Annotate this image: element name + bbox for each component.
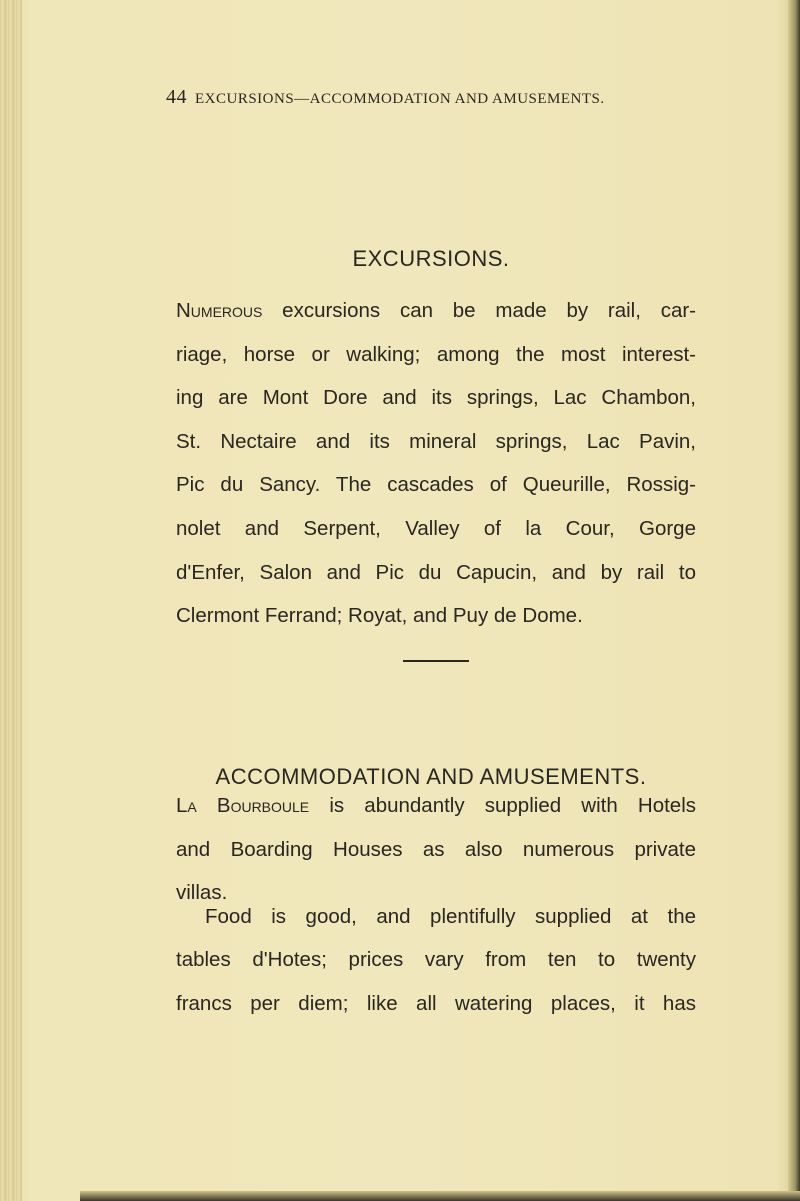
- section-heading-excursions: EXCURSIONS.: [352, 246, 510, 271]
- paragraph-line: nolet and Serpent, Valley of la Cour, Gorge: [176, 516, 696, 540]
- section-heading-accommodation: ACCOMMODATION AND AMUSEMENTS.: [215, 764, 647, 789]
- paragraph-line: francs per diem; like all watering places, it has: [176, 991, 696, 1015]
- running-head: [166, 86, 696, 109]
- paragraph-excursions: [176, 289, 696, 638]
- section-divider: [403, 660, 469, 662]
- page-bottom-edge: [80, 1191, 800, 1201]
- paragraph-line: Pic du Sancy. The cascades of Queurille, Rossig-: [176, 473, 696, 497]
- paragraph-line: tables d'Hotes; prices vary from ten to twenty: [176, 948, 696, 971]
- paragraph-line: Numerous excursions can be made by rail, car-: [176, 299, 697, 322]
- paragraph-line: villas.: [176, 881, 228, 905]
- paragraph-line: and Boarding Houses as also numerous private: [176, 837, 696, 861]
- paragraph-line: Food is good, and plentifully supplied at the: [205, 905, 696, 928]
- paragraph-line: riage, horse or walking; among the most interest-: [176, 342, 696, 366]
- paragraph-line: d'Enfer, Salon and Pic du Capucin, and by rail to: [176, 560, 696, 584]
- running-title: EXCURSIONS—ACCOMMODATION AND AMUSEMENTS.: [195, 91, 605, 107]
- lead-word: La Bourboule: [176, 794, 310, 817]
- paragraph-line: La Bourboule is abundantly supplied with Hotels: [176, 794, 697, 817]
- paragraph-line: ing are Mont Dore and its springs, Lac Chambon,: [176, 386, 696, 410]
- paragraph-food: [205, 895, 696, 939]
- page-number: 44: [166, 86, 187, 108]
- paragraph-line: Clermont Ferrand; Royat, and Puy de Dome.: [176, 604, 583, 628]
- page-right-edge: [788, 0, 800, 1201]
- lead-word: Numerous: [176, 299, 263, 322]
- paragraph-food-continued: [176, 938, 696, 1025]
- page-binding-edge: [0, 0, 22, 1201]
- paragraph-line: St. Nectaire and its mineral springs, Lac Pavin,: [176, 429, 696, 453]
